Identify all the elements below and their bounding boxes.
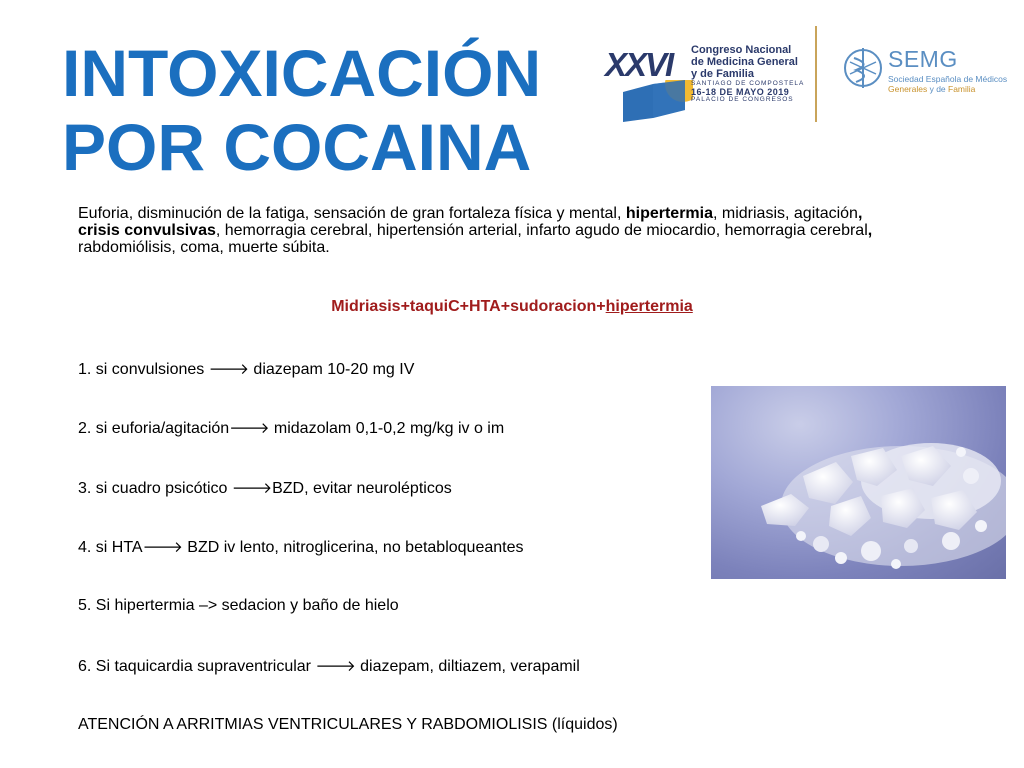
arrow-right-icon: 🡒 — [142, 538, 183, 556]
title-line-1: INTOXICACIÓN — [62, 36, 542, 110]
semg-logo — [842, 44, 1008, 104]
cocaine-powder-illustration — [711, 386, 1006, 579]
congress-logo — [605, 22, 805, 122]
arrow-right-icon: 🡒 — [315, 657, 356, 675]
logo-divider — [815, 26, 817, 122]
congress-city: SANTIAGO DE COMPOSTELA — [691, 80, 805, 87]
congress-line-3: y de Familia — [691, 68, 754, 80]
key-signs-line: Midriasis+taquiC+HTA+sudoracion+hipertermia — [331, 298, 693, 315]
treatment-item-4: 4. si HTA🡒 BZD iv lento, nitroglicerina, no betabloqueantes — [78, 538, 524, 556]
arrow-right-icon: 🡒 — [208, 360, 249, 378]
warning-line: ATENCIÓN A ARRITMIAS VENTRICULARES Y RABDOMIOLISIS (líquidos) — [78, 716, 618, 733]
cocaine-powder-photo — [711, 386, 1006, 579]
semg-subtitle-1: Sociedad Española de Médicos — [888, 74, 1008, 84]
semg-subtitle-2: Generales y de Familia — [888, 84, 976, 94]
arrow-right-icon: 🡒 — [229, 419, 270, 437]
treatment-item-5: 5. Si hipertermia –> sedacion y baño de hielo — [78, 597, 399, 614]
congress-line-1: Congreso Nacional — [691, 44, 792, 56]
treatment-item-3: 3. si cuadro psicótico 🡒BZD, evitar neurolépticos — [78, 479, 452, 497]
page-title — [62, 36, 541, 184]
congress-venue: PALACIO DE CONGRESOS — [691, 96, 794, 103]
semg-emblem-icon — [842, 44, 884, 92]
treatment-item-2: 2. si euforia/agitación🡒 midazolam 0,1-0,2 mg/kg iv o im — [78, 419, 505, 437]
title-line-2: POR COCAINA — [62, 110, 532, 184]
congress-line-2: de Medicina General — [691, 56, 798, 68]
congress-emblem-icon — [623, 80, 693, 122]
treatment-item-1: 1. si convulsiones 🡒 diazepam 10-20 mg IV — [78, 360, 415, 378]
symptoms-paragraph: Euforia, disminución de la fatiga, sensación de gran fortaleza física y mental, hipertermia, midriasis, agitación, crisis convulsivas, hemorragia cerebral, hipertensión arterial, infarto agudo de miocardio, hemorragia cerebral, rabdomiólisis, coma, muerte súbita. — [78, 205, 873, 256]
congress-roman-numeral: XXVI — [605, 46, 673, 83]
congress-dates: 16-18 DE MAYO 2019 — [691, 87, 790, 97]
arrow-right-icon: 🡒 — [231, 479, 273, 497]
semg-name: SEMG — [888, 46, 958, 72]
treatment-item-6: 6. Si taquicardia supraventricular 🡒 diazepam, diltiazem, verapamil — [78, 657, 580, 675]
